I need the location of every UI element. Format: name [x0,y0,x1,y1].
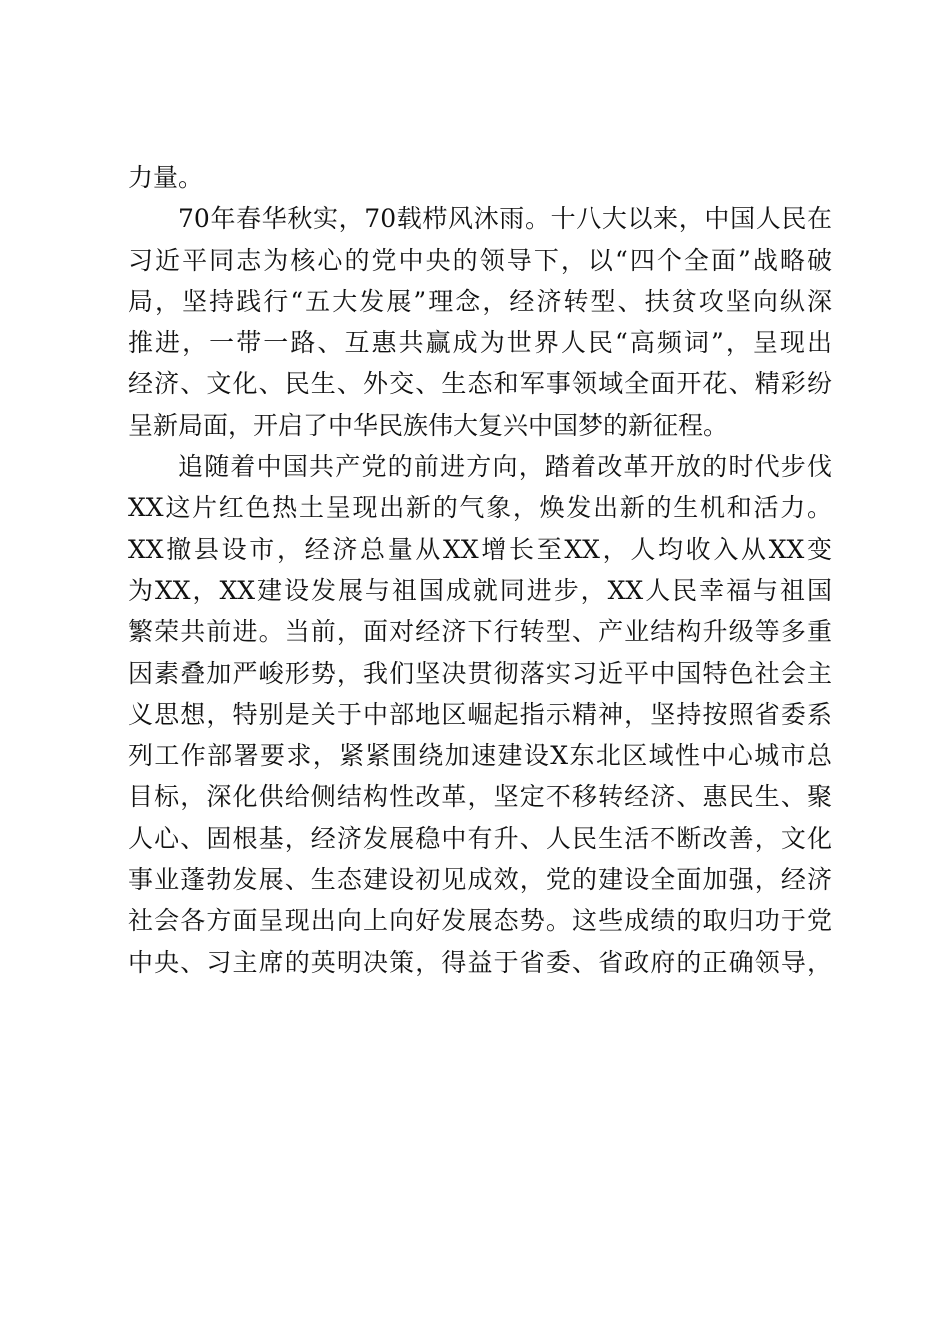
paragraph-2-line-6: 呈新局面，开启了中华民族伟大复兴中国梦的新征程。 [128,410,729,440]
paragraph-1-line-1: 力量。 [128,163,204,192]
paragraph-2-line-3: 局，坚持践行“五大发展”理念，经济转型、扶贫攻坚向纵深 [128,286,832,316]
paragraph-2-line-2: 习近平同志为核心的党中央的领导下，以“四个全面”战略破 [128,245,832,275]
paragraph-3-line-11: 事业蓬勃发展、生态建设初见成效，党的建设全面加强，经济 [128,865,832,895]
paragraph-3-line-8: 列工作部署要求，紧紧围绕加速建设X东北区域性中心城市总 [128,741,832,771]
paragraph-3-line-13: 中央、习主席的英明决策，得益于省委、省政府的正确领导， [128,947,832,977]
paragraph-3-line-6: 因素叠加严峻形势，我们坚决贯彻落实习近平中国特色社会主 [128,658,832,688]
paragraph-3-line-7: 义思想，特别是关于中部地区崛起指示精神，坚持按照省委系 [128,699,832,729]
paragraph-3-line-5: 繁荣共前进。当前，面对经济下行转型、产业结构升级等多重 [128,617,832,647]
paragraph-3-line-9: 目标，深化供给侧结构性改革，坚定不移转经济、惠民生、聚 [128,782,832,812]
paragraph-3-line-3: XX撤县设市，经济总量从XX增长至XX，人均收入从XX变 [128,534,832,564]
body-text [128,157,832,983]
paragraph-3-line-4: 为XX，XX建设发展与祖国成就同进步，XX人民幸福与祖国 [128,575,832,605]
paragraph-3-line-10: 人心、固根基，经济发展稳中有升、人民生活不断改善，文化 [128,823,832,853]
paragraph-2-line-1: 70年春华秋实，70载栉风沐雨。十八大以来，中国人民在 [178,204,832,234]
paragraph-2-line-4: 推进，一带一路、互惠共赢成为世界人民“高频词”，呈现出 [128,328,832,358]
paragraph-2-line-5: 经济、文化、民生、外交、生态和军事领域全面开花、精彩纷 [128,369,832,399]
paragraph-3-line-12: 社会各方面呈现出向上向好发展态势。这些成绩的取归功于党 [128,906,832,936]
paragraph-3-line-1: 追随着中国共产党的前进方向，踏着改革开放的时代步伐 [178,452,832,482]
paragraph-3-line-2: XX这片红色热土呈现出新的气象，焕发出新的生机和活力。 [128,493,832,523]
